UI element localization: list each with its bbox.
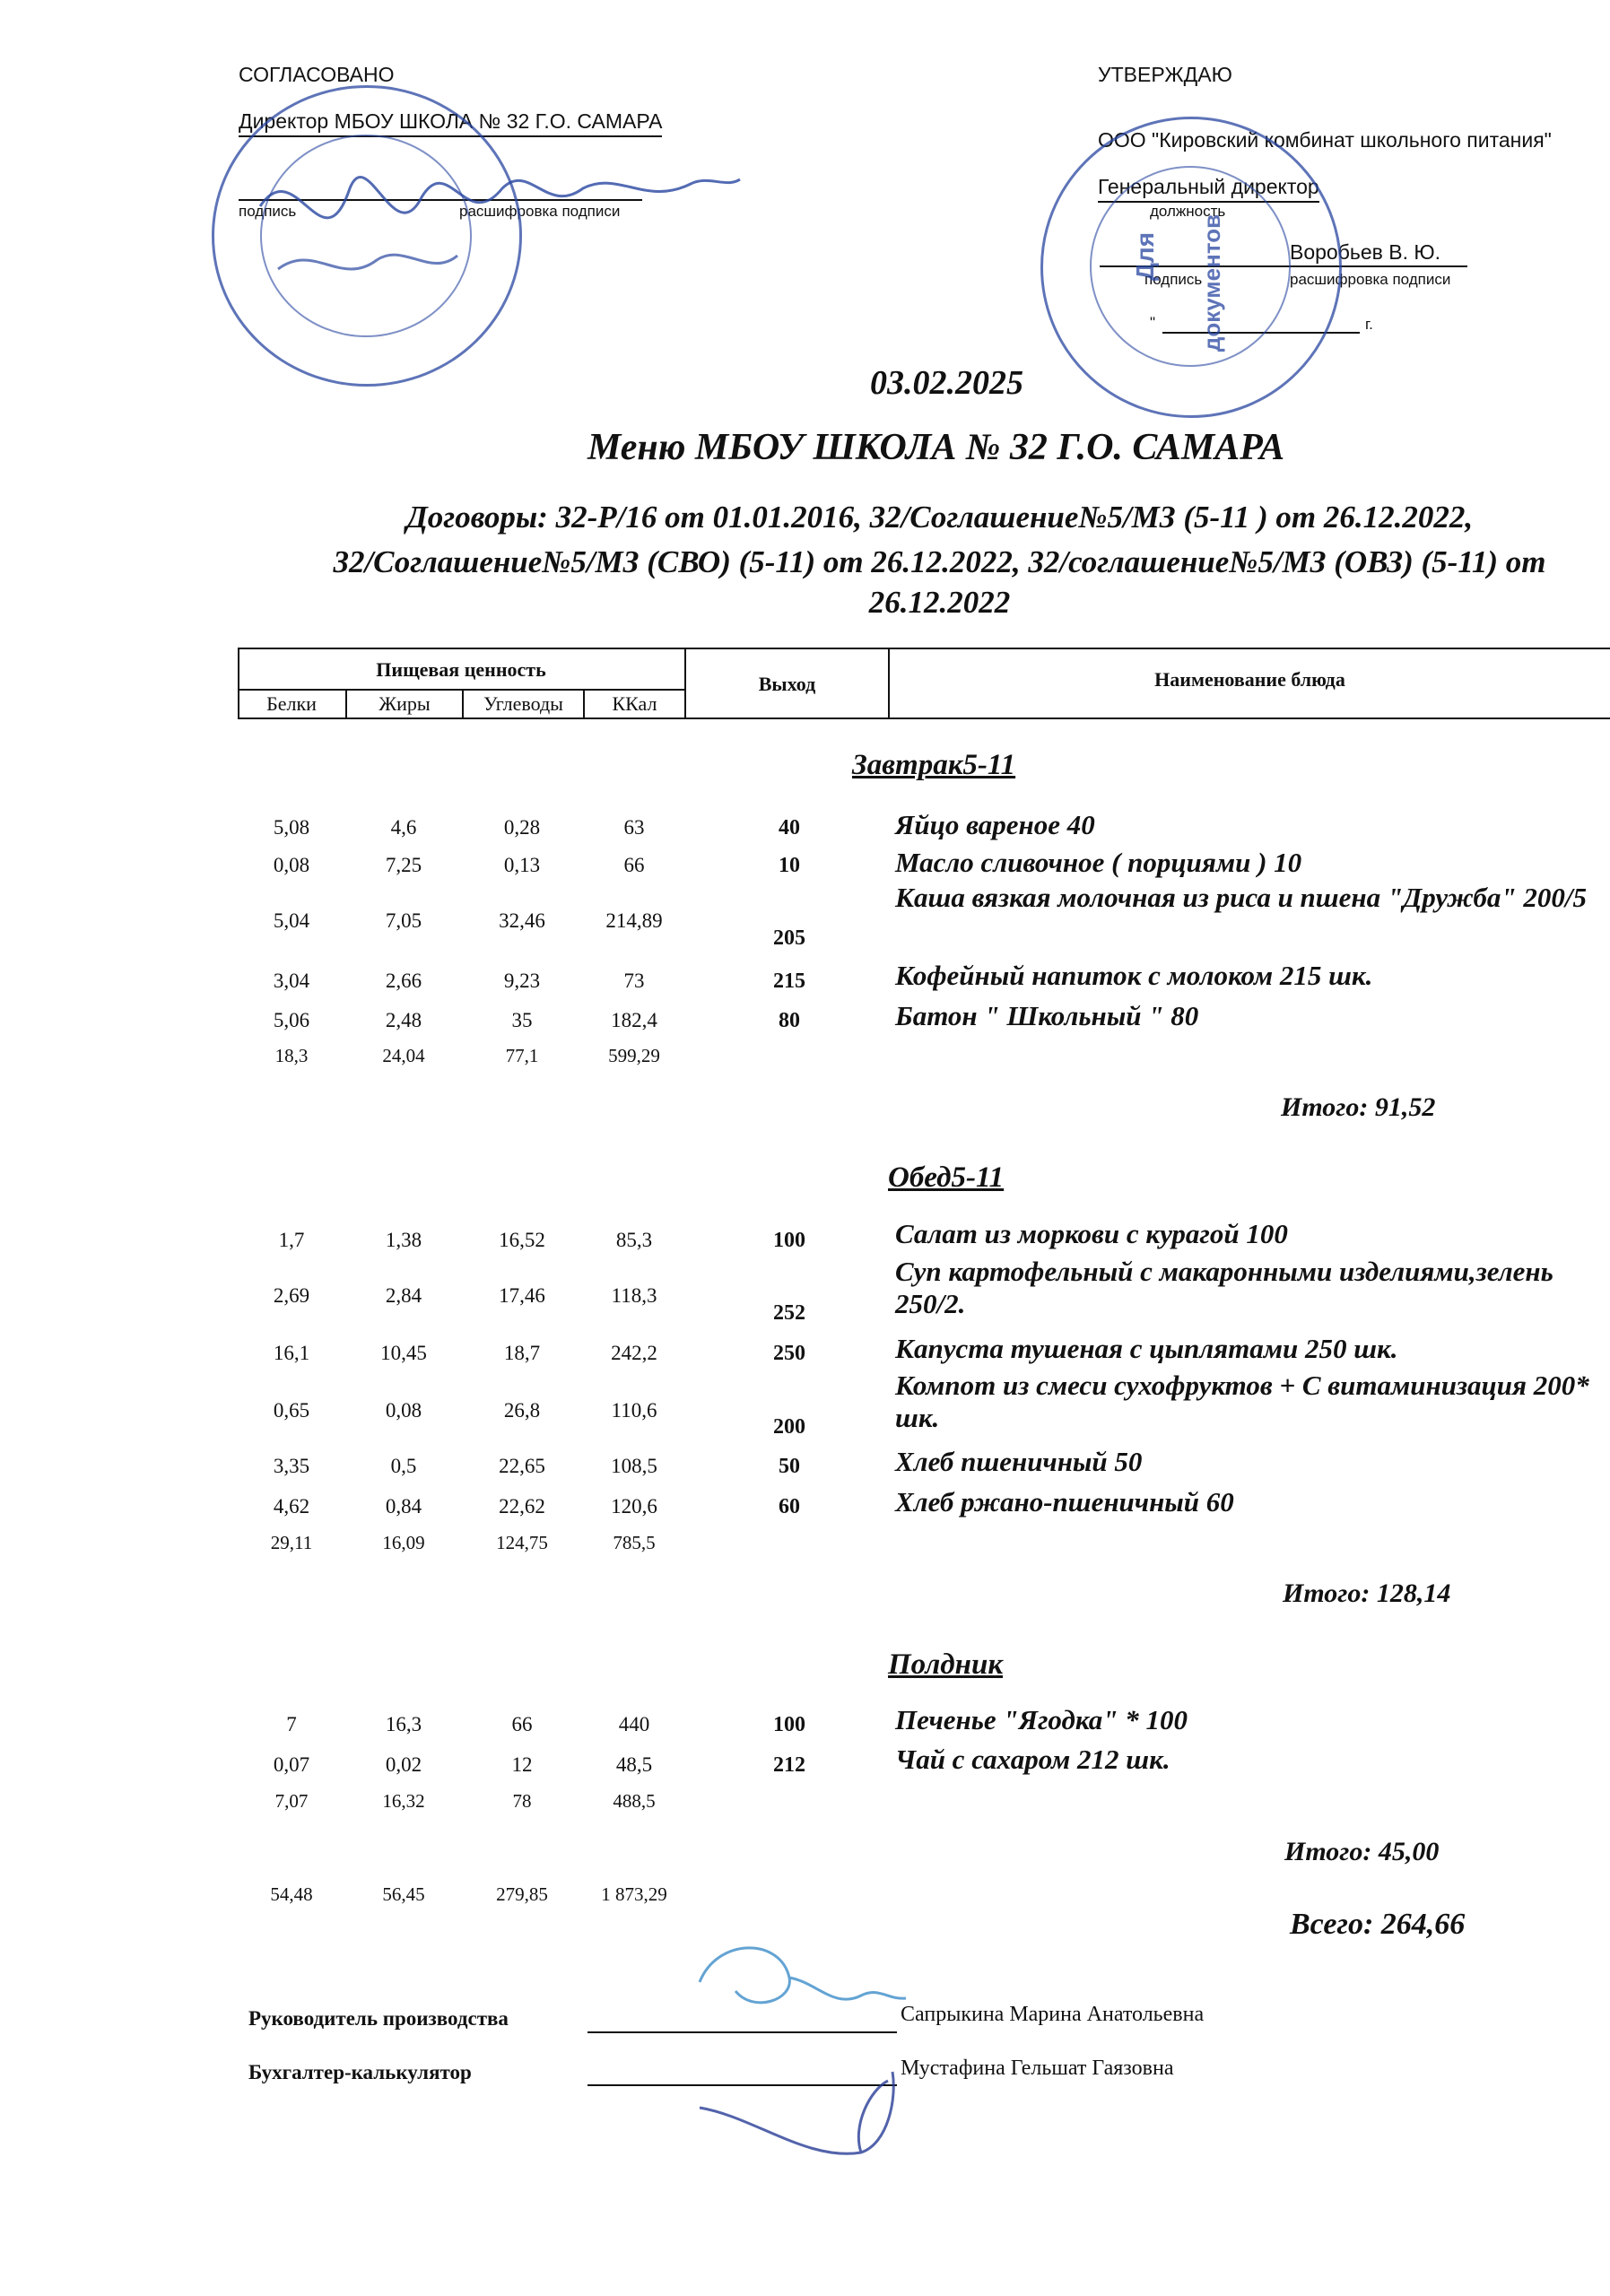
cell-kcal: 108,5 (611, 1455, 657, 1477)
cell-carbs: 26,8 (503, 1399, 541, 1422)
right-sign-label: подпись (1144, 271, 1203, 288)
cell-protein: 0,08 (273, 854, 310, 876)
head-signature (682, 1928, 915, 2036)
cell-kcal: 120,6 (611, 1495, 657, 1518)
cell-dish-name: Хлеб пшеничный 50 (895, 1446, 1143, 1477)
head-production-label: Руководитель производства (248, 2007, 509, 2030)
cell-carbs: 0,13 (503, 854, 541, 876)
header-fat: Жиры (379, 692, 431, 715)
approve-label: УТВЕРЖДАЮ (1098, 63, 1232, 86)
cell-yield: 100 (773, 1229, 805, 1252)
cell-yield: 80 (779, 1009, 800, 1032)
head-sign-line (587, 2031, 897, 2033)
cell-protein: 5,06 (273, 1009, 310, 1031)
cell-carbs: 66 (511, 1713, 533, 1735)
accountant-signature (682, 2054, 915, 2179)
grand-total-kcal: 1 873,29 (601, 1883, 667, 1905)
cell-fat: 2,48 (385, 1009, 422, 1031)
section-title-lunch: Обед5-11 (888, 1161, 1005, 1194)
cell-fat: 7,25 (385, 854, 422, 876)
total-kcal: 599,29 (608, 1045, 660, 1066)
cell-dish-name: Кофейный напиток с молоком 215 шк. (895, 960, 1373, 991)
agreed-label: СОГЛАСОВАНО (239, 63, 395, 86)
menu-date: 03.02.2025 (870, 364, 1023, 402)
left-decode-label: расшифровка подписи (459, 203, 621, 220)
cell-fat: 0,02 (385, 1753, 422, 1776)
accountant-label: Бухгалтер-калькулятор (248, 2061, 472, 2083)
cell-dish-name: Капуста тушеная с цыплятами 250 шк. (895, 1333, 1398, 1364)
cell-carbs: 22,62 (499, 1495, 545, 1518)
header-carbs: Углеводы (483, 692, 563, 715)
cell-yield: 60 (779, 1495, 800, 1518)
cell-carbs: 9,23 (503, 970, 541, 992)
section-title-snack: Полдник (888, 1648, 1004, 1681)
cell-kcal: 48,5 (615, 1753, 653, 1776)
company-stamp-text-2: документов (1198, 213, 1226, 352)
grand-total-carbs: 279,85 (496, 1883, 548, 1905)
cell-dish-name: Печенье "Ягодка" * 100 (895, 1704, 1188, 1735)
contract-line-3: 26.12.2022 (868, 585, 1011, 620)
total-carbs: 124,75 (496, 1532, 548, 1553)
total-protein: 7,07 (274, 1790, 309, 1812)
cell-protein: 1,7 (278, 1229, 305, 1251)
grand-total-fat: 56,45 (382, 1883, 425, 1905)
header-kcal: ККал (612, 692, 657, 715)
cell-kcal: 63 (623, 816, 645, 839)
company-stamp-text-1: Для (1131, 231, 1160, 282)
total-fat: 16,32 (382, 1790, 425, 1812)
cell-protein: 5,04 (273, 909, 310, 932)
total-fat: 24,04 (382, 1045, 425, 1066)
cell-carbs: 22,65 (499, 1455, 545, 1477)
cell-kcal: 85,3 (615, 1229, 653, 1251)
cell-yield: 200 (773, 1415, 805, 1439)
approver-name: Воробьев В. Ю. (1290, 240, 1441, 264)
total-protein: 29,11 (270, 1532, 313, 1553)
cell-kcal: 182,4 (611, 1009, 657, 1031)
section-itogo: Итого: 128,14 (1283, 1578, 1451, 1608)
cell-fat: 1,38 (385, 1229, 422, 1251)
cell-carbs: 16,52 (499, 1229, 545, 1251)
cell-fat: 0,84 (385, 1495, 422, 1518)
cell-carbs: 35 (511, 1009, 533, 1031)
cell-carbs: 17,46 (499, 1284, 545, 1307)
cell-yield: 212 (773, 1753, 805, 1777)
cell-yield: 250 (773, 1342, 805, 1365)
cell-yield: 215 (773, 970, 805, 993)
contract-line-1: Договоры: 32-Р/16 от 01.01.2016, 32/Соглашение№5/МЗ (5-11 ) от 26.12.2022, (405, 500, 1474, 535)
cell-kcal: 242,2 (611, 1342, 657, 1364)
cell-yield: 252 (773, 1301, 805, 1325)
header-dish-name: Наименование блюда (1154, 668, 1345, 691)
cell-protein: 5,08 (273, 816, 310, 839)
cell-dish-name: Салат из моркови с курагой 100 (895, 1218, 1288, 1249)
position-name: Генеральный директор (1098, 175, 1319, 203)
contract-line-2: 32/Соглашение№5/МЗ (СВО) (5-11) от 26.12.2022, 32/соглашение№5/МЗ (ОВЗ) (5-11) от (333, 544, 1546, 579)
cell-protein: 3,04 (273, 970, 310, 992)
cell-fat: 0,08 (385, 1399, 422, 1422)
cell-carbs: 12 (511, 1753, 533, 1776)
director-line: Директор МБОУ ШКОЛА № 32 Г.О. САМАРА (239, 109, 662, 137)
total-kcal: 785,5 (613, 1532, 656, 1553)
cell-yield: 100 (773, 1713, 805, 1736)
page-title: Меню МБОУ ШКОЛА № 32 Г.О. САМАРА (587, 427, 1285, 468)
cell-kcal: 66 (623, 854, 645, 876)
cell-yield: 40 (779, 816, 800, 839)
cell-fat: 2,66 (385, 970, 422, 992)
cell-fat: 7,05 (385, 909, 422, 932)
total-carbs: 77,1 (505, 1045, 539, 1066)
cell-protein: 4,62 (273, 1495, 310, 1518)
cell-carbs: 0,28 (503, 816, 541, 839)
total-protein: 18,3 (274, 1045, 309, 1066)
cell-kcal: 118,3 (611, 1284, 657, 1307)
org-name: ООО "Кировский комбинат школьного питания" (1098, 128, 1552, 152)
cell-kcal: 440 (618, 1713, 650, 1735)
cell-dish-name: Батон " Школьный " 80 (895, 1000, 1199, 1031)
left-sign-label: подпись (239, 203, 297, 220)
cell-carbs: 18,7 (503, 1342, 541, 1364)
cell-kcal: 110,6 (611, 1399, 657, 1422)
grand-total-vsego: Всего: 264,66 (1290, 1908, 1466, 1941)
cell-dish-name: Каша вязкая молочная из риса и пшена "Дружба" 200/5 (895, 882, 1587, 913)
cell-protein: 7 (286, 1713, 297, 1735)
total-carbs: 78 (512, 1790, 532, 1812)
head-production-name: Сапрыкина Марина Анатольевна (901, 2003, 1205, 2026)
date-quote: " (1150, 314, 1156, 331)
cell-yield: 205 (773, 926, 805, 950)
cell-fat: 16,3 (385, 1713, 422, 1735)
cell-dish-name: Хлеб ржано-пшеничный 60 (895, 1486, 1234, 1518)
header-protein: Белки (266, 692, 317, 715)
position-label: должность (1150, 203, 1226, 220)
cell-protein: 3,35 (273, 1455, 310, 1477)
section-title-breakfast: Завтрак5-11 (852, 749, 1016, 781)
cell-fat: 4,6 (390, 816, 417, 839)
cell-yield: 10 (779, 854, 800, 877)
cell-dish-name: Суп картофельный с макаронными изделиями,зелень 250/2. (895, 1256, 1553, 1319)
header-nutrition: Пищевая ценность (376, 658, 546, 681)
cell-dish-name: Яйцо вареное 40 (895, 809, 1095, 840)
cell-dish-name: Чай с сахаром 212 шк. (895, 1744, 1171, 1775)
accountant-name: Мустафина Гельшат Гаязовна (901, 2057, 1174, 2080)
cell-protein: 2,69 (273, 1284, 310, 1307)
total-fat: 16,09 (382, 1532, 425, 1553)
cell-kcal: 214,89 (605, 909, 663, 932)
company-stamp-inner-ring (1090, 166, 1291, 367)
header-yield: Выход (758, 673, 816, 695)
cell-dish-name: Масло сливочное ( порциями ) 10 (895, 847, 1302, 878)
director-signature (242, 135, 744, 296)
cell-fat: 0,5 (390, 1455, 417, 1477)
section-itogo: Итого: 91,52 (1281, 1092, 1436, 1122)
cell-protein: 0,65 (273, 1399, 310, 1422)
total-kcal: 488,5 (613, 1790, 656, 1812)
section-itogo: Итого: 45,00 (1284, 1837, 1440, 1866)
date-year-suffix: г. (1365, 316, 1373, 333)
cell-fat: 2,84 (385, 1284, 422, 1307)
cell-dish-name: Компот из смеси сухофруктов + С витаминизация 200* шк. (895, 1370, 1589, 1433)
cell-yield: 50 (779, 1455, 800, 1478)
cell-protein: 0,07 (273, 1753, 310, 1776)
cell-kcal: 73 (623, 970, 645, 992)
cell-fat: 10,45 (380, 1342, 427, 1364)
right-decode-label: расшифровка подписи (1290, 271, 1451, 288)
cell-carbs: 32,46 (499, 909, 545, 932)
grand-total-protein: 54,48 (270, 1883, 313, 1905)
cell-protein: 16,1 (273, 1342, 310, 1364)
